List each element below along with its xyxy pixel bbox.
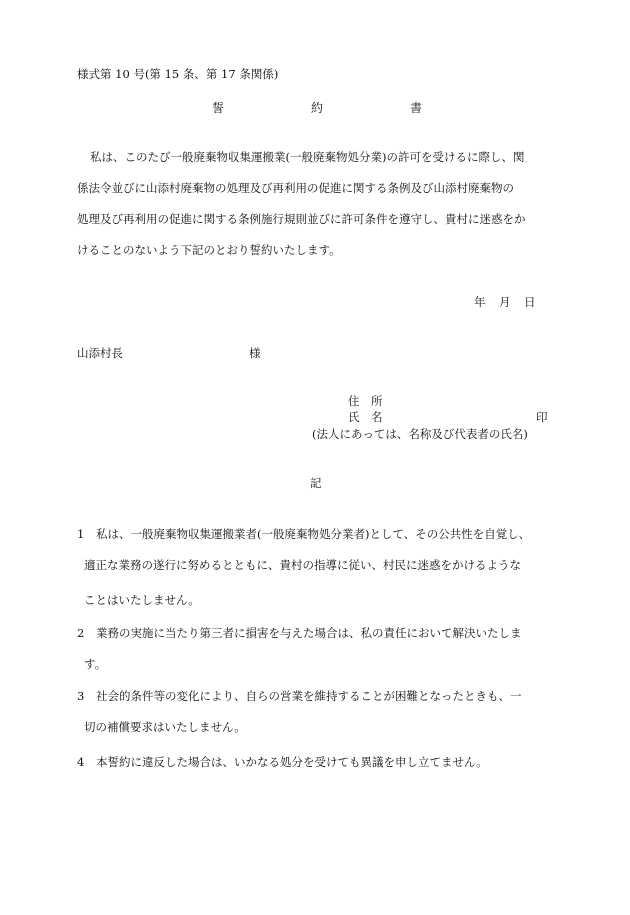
item-line: す。 <box>84 657 107 671</box>
item-line: 私は、一般廃棄物収集運搬業者(一般廃棄物処分業者)として、その公共性を自覚し、 <box>96 527 531 541</box>
body-line: 係法令並びに山添村廃棄物の処理及び再利用の促進に関する条例及び山添村廃棄物の <box>77 181 514 195</box>
item-number: 3 <box>77 689 85 703</box>
item-number: 2 <box>77 626 85 640</box>
corporate-note: (法人にあっては、名称及び代表者の氏名) <box>312 427 528 441</box>
title-char-3: 書 <box>410 101 423 115</box>
item-line: 本誓約に違反した場合は、いかなる処分を受けても異議を申し立てません。 <box>96 755 488 769</box>
form-number: 様式第 10 号(第 15 条、第 17 条関係) <box>77 67 279 81</box>
addressee-name: 山添村長 <box>77 346 123 360</box>
item-line: 業務の実施に当たり第三者に損害を与えた場合は、私の責任において解決いたしま <box>96 626 522 640</box>
item-number: 4 <box>77 755 85 769</box>
address-label: 住 所 <box>348 394 383 408</box>
item-line: 切の補償要求はいたしません。 <box>84 720 246 734</box>
title-char-2: 約 <box>311 101 324 115</box>
date-day: 日 <box>524 295 536 309</box>
date-month: 月 <box>499 295 511 309</box>
item-line: 社会的条件等の変化により、自らの営業を維持することが困難となったときも、一 <box>96 689 522 703</box>
body-line: けることのないよう下記のとおり誓約いたします。 <box>77 243 341 257</box>
name-label: 氏 名 <box>348 410 383 424</box>
addressee-honorific: 様 <box>249 346 261 360</box>
date-year: 年 <box>474 295 486 309</box>
body-line: 私は、このたび一般廃棄物収集運搬業(一般廃棄物処分業)の許可を受けるに際し、関 <box>90 150 525 164</box>
seal-mark: 印 <box>536 410 548 424</box>
body-line: 処理及び再利用の促進に関する条例施行規則並びに許可条件を遵守し、貴村に迷惑をか <box>77 212 526 226</box>
item-line: ことはいたしません。 <box>84 593 200 607</box>
title-char-1: 誓 <box>212 101 225 115</box>
ki-heading: 記 <box>310 476 322 490</box>
item-line: 適正な業務の遂行に努めるとともに、貴村の指導に従い、村民に迷惑をかけるような <box>84 558 521 572</box>
item-number: 1 <box>77 527 85 541</box>
